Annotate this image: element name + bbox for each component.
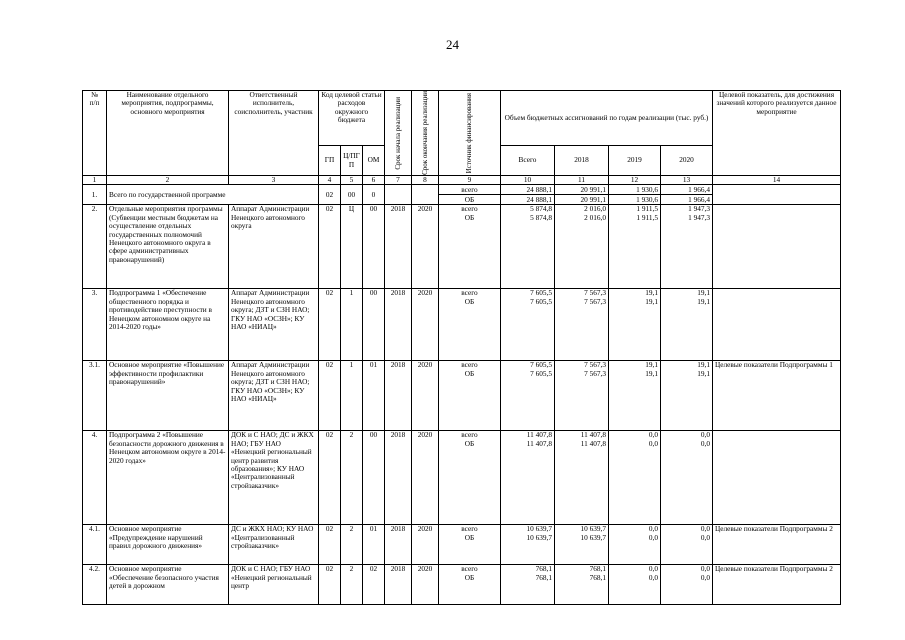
amount-2020-all: 0,0 <box>700 524 711 534</box>
start-year: 2018 <box>385 361 412 431</box>
activity-name: Основное мероприятие «Обеспечение безопасного участия детей в дорожном <box>107 565 229 605</box>
header-target: Целевой показатель, для достижения значений которого реализуется данное мероприятие <box>713 91 841 176</box>
source-ob-label: ОБ <box>464 438 475 448</box>
amount-2018-all: 2 016,0 <box>584 204 606 214</box>
amount-2020-all: 1 947,3 <box>688 204 711 214</box>
funding-source <box>439 361 501 431</box>
amount-2018-all: 10 639,7 <box>580 524 606 534</box>
funding-source <box>439 289 501 361</box>
activity-row <box>83 205 841 289</box>
source-ob-label: ОБ <box>464 572 475 582</box>
code-cpgp: 2 <box>341 525 363 565</box>
header-code: Код целевой статьи расходов окружного бюджета <box>319 91 385 146</box>
source-total-label: всего <box>461 564 478 574</box>
code-gp: 02 <box>319 205 341 289</box>
responsible-executor: ДС и ЖКХ НАО; КУ НАО «Централизованный стройзаказчик» <box>229 525 319 565</box>
header-num: № п/п <box>83 91 107 176</box>
responsible-executor: ДОК и С НАО; ДС и ЖКХ НАО; ГБУ НАО «Ненецкий региональный центр развития образования»; КУ НАО «Централизованный стройзаказчик» <box>229 431 319 525</box>
amount-2020 <box>661 431 713 525</box>
activity-row <box>83 289 841 361</box>
code-cpgp: 1 <box>341 289 363 361</box>
source-total-label: всего <box>461 360 478 370</box>
end-year: 2020 <box>412 431 439 525</box>
page-number: 24 <box>446 37 459 52</box>
end-year: 2020 <box>412 525 439 565</box>
amount-2020-ob: 1 947,3 <box>688 212 711 222</box>
activity-name: Отдельные мероприятия программы (Субвенции местным бюджетам на осуществление отдельных государственных полномочий Ненецкого автономного округа в сфере административных правонарушений) <box>107 205 229 289</box>
activity-row <box>83 431 841 525</box>
header-name: Наименование отдельного мероприятия, подпрограммы, основного мероприятия <box>107 91 229 176</box>
amount-2019-ob: 19,1 <box>645 368 658 378</box>
amount-2019-all: 0,0 <box>648 524 658 534</box>
amount-2019-all: 19,1 <box>645 288 658 298</box>
activity-row <box>83 361 841 431</box>
header-cpgp: Ц/ПГ П <box>341 146 363 176</box>
code-cpgp: 2 <box>341 565 363 605</box>
row-number: 3.1. <box>83 361 107 431</box>
amount-2019 <box>609 565 661 605</box>
amount-2019-ob: 19,1 <box>645 296 658 306</box>
code-gp: 02 <box>319 565 341 605</box>
source-total-label: всего <box>461 524 478 534</box>
code-gp: 02 <box>319 361 341 431</box>
funding-source <box>439 565 501 605</box>
amount-2020-all: 19,1 <box>697 288 711 298</box>
amount-total <box>501 289 555 361</box>
target-indicator <box>713 289 841 361</box>
amount-2020-ob: 0,0 <box>700 532 711 542</box>
target-indicator: Целевые показатели Подпрограммы 2 <box>713 525 841 565</box>
amount-2019-all: 19,1 <box>645 360 658 370</box>
amount-total-all: 11 407,8 <box>526 430 552 440</box>
amount-2020-all: 0,0 <box>700 564 711 574</box>
code-gp: 02 <box>319 525 341 565</box>
amount-2019 <box>609 525 661 565</box>
activity-name: Основное мероприятие «Повышение эффективности профилактики правонарушений» <box>107 361 229 431</box>
amount-2019 <box>609 289 661 361</box>
amount-2019-ob: 1 911,5 <box>636 212 658 222</box>
amount-total-all: 7 605,5 <box>530 288 552 298</box>
amount-2018-ob: 11 407,8 <box>580 438 606 448</box>
amount-total-ob: 5 874,8 <box>530 212 552 222</box>
amount-2020-ob: 0,0 <box>700 572 711 582</box>
target-indicator: Целевые показатели Подпрограммы 1 <box>713 361 841 431</box>
start-year: 2018 <box>385 565 412 605</box>
column-number-row: 1 2 3 4 5 6 7 8 9 10 11 12 13 14 <box>83 176 841 185</box>
code-om: 00 <box>363 205 385 289</box>
amount-2018-ob: 7 567,3 <box>584 296 606 306</box>
code-cpgp: Ц <box>341 205 363 289</box>
amount-2018-ob: 2 016,0 <box>584 212 606 222</box>
responsible-executor: Аппарат Администрации Ненецкого автономного округа; ДЗТ и СЗН НАО; ГКУ НАО «ОСЗН»; КУ НАО «НИАЦ» <box>229 289 319 361</box>
row-number: 4.2. <box>83 565 107 605</box>
activity-name: Подпрограмма 1 «Обеспечение общественного порядка и противодействие преступности в Ненецком автономном округе на 2014-2020 годы» <box>107 289 229 361</box>
start-year: 2018 <box>385 431 412 525</box>
funding-source <box>439 525 501 565</box>
amount-2018 <box>555 289 609 361</box>
amount-2019-ob: 0,0 <box>648 572 658 582</box>
program-total-label: Всего по государственной программе <box>107 185 319 205</box>
amount-2020 <box>661 565 713 605</box>
amount-total-all: 10 639,7 <box>526 524 552 534</box>
amount-2018 <box>555 525 609 565</box>
amount-2019-all: 0,0 <box>648 564 658 574</box>
amount-total <box>501 431 555 525</box>
amount-2019-all: 1 911,5 <box>636 204 658 214</box>
header-responsible: Ответственный исполнитель, соисполнитель, участник <box>229 91 319 176</box>
header-2019: 2019 <box>609 146 661 176</box>
header-total: Всего <box>501 146 555 176</box>
amount-total-all: 5 874,8 <box>530 204 552 214</box>
code-om: 00 <box>363 431 385 525</box>
amount-total-all: 7 605,5 <box>530 360 552 370</box>
end-year: 2020 <box>412 361 439 431</box>
end-year: 2020 <box>412 205 439 289</box>
start-year: 2018 <box>385 525 412 565</box>
source-ob-label: ОБ <box>464 296 475 306</box>
funding-source <box>439 205 501 289</box>
header-start: Срок начала реализации <box>385 91 412 176</box>
amount-2020-all: 0,0 <box>700 430 711 440</box>
amount-2019 <box>609 431 661 525</box>
funding-source <box>439 431 501 525</box>
amount-2020-ob: 19,1 <box>697 296 711 306</box>
program-total-ob-row: ОБ 24 888,1 20 991,1 1 930,6 1 966,4 <box>83 195 841 205</box>
amount-total <box>501 565 555 605</box>
header-om: ОМ <box>363 146 385 176</box>
amount-2018-ob: 7 567,3 <box>584 368 606 378</box>
end-year: 2020 <box>412 565 439 605</box>
amount-total <box>501 205 555 289</box>
amount-2020-ob: 0,0 <box>700 438 711 448</box>
amount-2019-all: 0,0 <box>648 430 658 440</box>
source-ob-label: ОБ <box>464 212 475 222</box>
amount-2018-ob: 768,1 <box>589 572 606 582</box>
code-om: 00 <box>363 289 385 361</box>
amount-2018-all: 7 567,3 <box>584 288 606 298</box>
responsible-executor: Аппарат Администрации Ненецкого автономного округа <box>229 205 319 289</box>
row-number: 2. <box>83 205 107 289</box>
amount-total-ob: 10 639,7 <box>526 532 552 542</box>
source-ob-label: ОБ <box>464 368 475 378</box>
amount-2020 <box>661 289 713 361</box>
code-om: 02 <box>363 565 385 605</box>
source-total-label: всего <box>461 288 478 298</box>
responsible-executor: Аппарат Администрации Ненецкого автономного округа; ДЗТ и СЗН НАО; ГКУ НАО «ОСЗН»; КУ НАО «НИАЦ» <box>229 361 319 431</box>
amount-total-all: 768,1 <box>535 564 552 574</box>
start-year: 2018 <box>385 289 412 361</box>
amount-2020 <box>661 525 713 565</box>
end-year: 2020 <box>412 289 439 361</box>
amount-2018 <box>555 431 609 525</box>
amount-2018-all: 11 407,8 <box>580 430 606 440</box>
responsible-executor: ДОК и С НАО; ГБУ НАО «Ненецкий региональный центр <box>229 565 319 605</box>
source-total-label: всего <box>461 430 478 440</box>
amount-2018-all: 768,1 <box>589 564 606 574</box>
amount-2018 <box>555 361 609 431</box>
amount-2018 <box>555 205 609 289</box>
row-number: 4. <box>83 431 107 525</box>
amount-total-ob: 768,1 <box>535 572 552 582</box>
activity-row <box>83 565 841 605</box>
header-source: Источник финансирования <box>439 91 501 176</box>
amount-total-ob: 7 605,5 <box>530 296 552 306</box>
code-cpgp: 2 <box>341 431 363 525</box>
header-gp: ГП <box>319 146 341 176</box>
header-2018: 2018 <box>555 146 609 176</box>
code-om: 01 <box>363 361 385 431</box>
amount-2020 <box>661 205 713 289</box>
code-gp: 02 <box>319 431 341 525</box>
amount-2020-all: 19,1 <box>697 360 711 370</box>
amount-2018-all: 7 567,3 <box>584 360 606 370</box>
amount-total <box>501 361 555 431</box>
amount-2018 <box>555 565 609 605</box>
row-number: 4.1. <box>83 525 107 565</box>
target-indicator <box>713 205 841 289</box>
activity-name: Подпрограмма 2 «Повышение безопасности дорожного движения в Ненецком автономном округе в 2014-2020 годах» <box>107 431 229 525</box>
program-total-row: 1. Всего по государственной программе 02 00 0 всего 24 888,1 20 991,1 1 930,6 1 966,4 <box>83 185 841 195</box>
source-ob-label: ОБ <box>464 532 475 542</box>
amount-2020 <box>661 361 713 431</box>
code-cpgp: 1 <box>341 361 363 431</box>
target-indicator <box>713 431 841 525</box>
code-om: 01 <box>363 525 385 565</box>
header-volume: Объем бюджетных ассигнований по годам реализации (тыс. руб.) <box>501 91 713 146</box>
activity-name: Основное мероприятие «Предупреждение нарушений правил дорожного движения» <box>107 525 229 565</box>
header-end: Срок окончания реализации <box>412 91 439 176</box>
row-number: 3. <box>83 289 107 361</box>
amount-2020-ob: 19,1 <box>697 368 711 378</box>
source-total-label: всего <box>461 204 478 214</box>
amount-total-ob: 7 605,5 <box>530 368 552 378</box>
amount-2019 <box>609 205 661 289</box>
amount-2019-ob: 0,0 <box>648 438 658 448</box>
amount-2019-ob: 0,0 <box>648 532 658 542</box>
activity-row <box>83 525 841 565</box>
start-year: 2018 <box>385 205 412 289</box>
code-gp: 02 <box>319 289 341 361</box>
header-2020: 2020 <box>661 146 713 176</box>
target-indicator: Целевые показатели Подпрограммы 2 <box>713 565 841 605</box>
amount-2018-ob: 10 639,7 <box>580 532 606 542</box>
amount-total <box>501 525 555 565</box>
amount-2019 <box>609 361 661 431</box>
budget-table <box>82 90 841 605</box>
amount-total-ob: 11 407,8 <box>526 438 552 448</box>
